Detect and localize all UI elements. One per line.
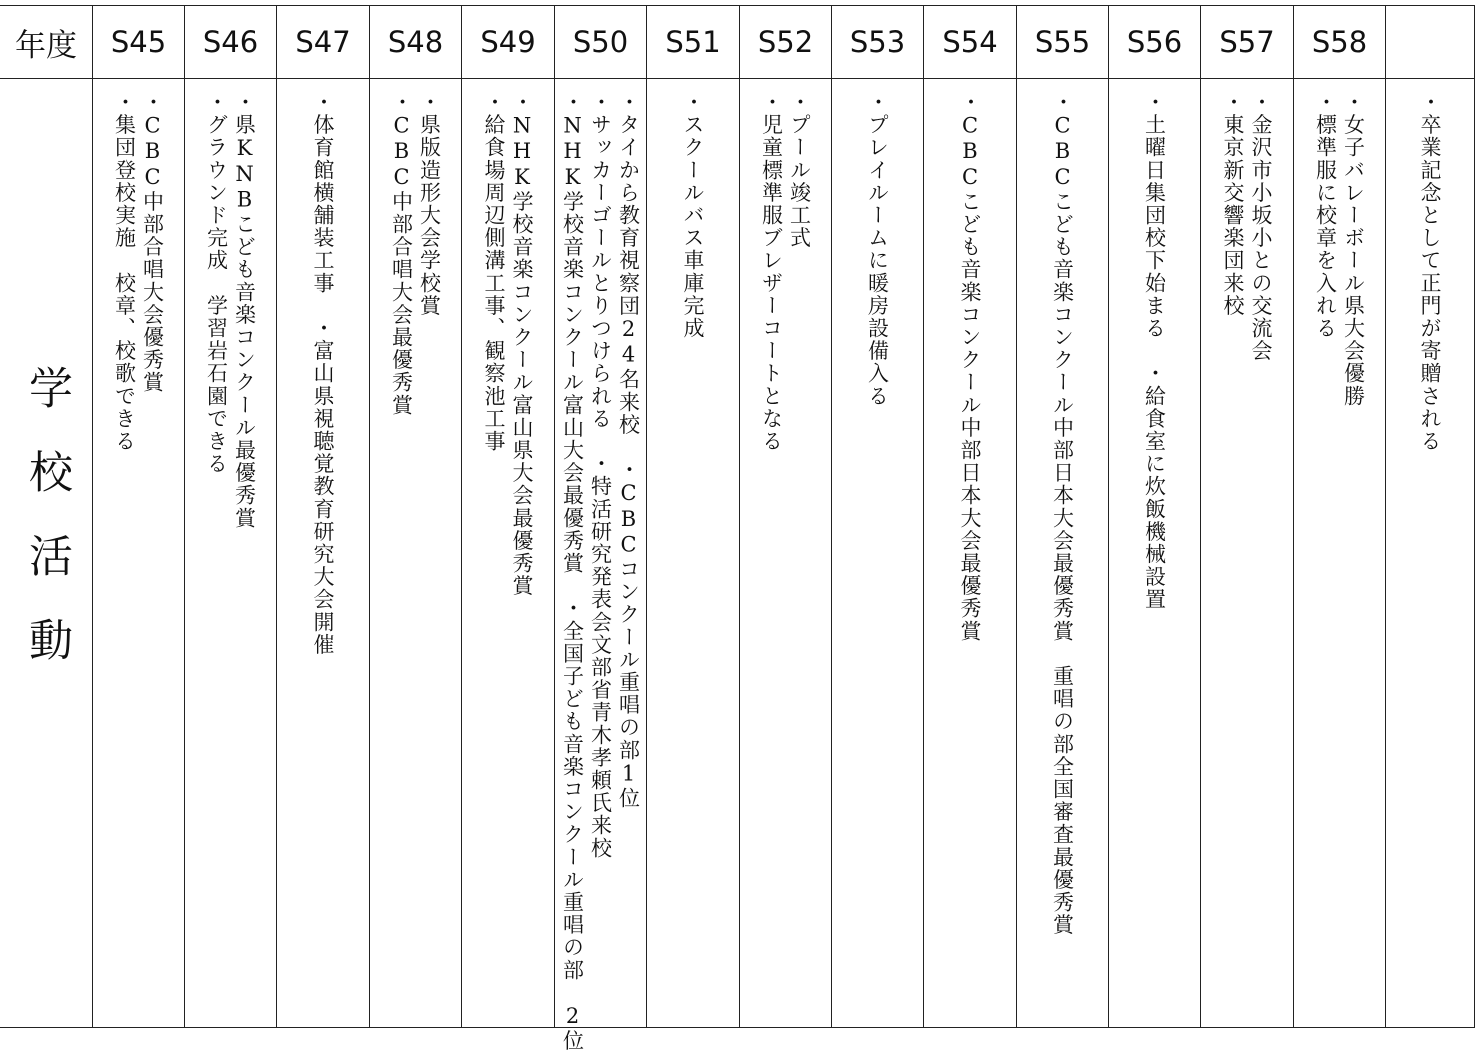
- activity-line: ・東京新交響楽団来校: [1221, 91, 1245, 317]
- activity-line: ・NHK学校音楽コンクール富山県大会最優秀賞: [510, 91, 534, 598]
- activity-line: ・CBC中部合唱大会優秀賞: [140, 91, 165, 394]
- activity-line: ・県版造形大会学校賞: [417, 91, 442, 317]
- year-header: S57: [1201, 6, 1294, 79]
- activity-cell: [740, 79, 832, 1028]
- activity-line: ・卒業記念として正門が寄贈される: [1418, 91, 1442, 453]
- activity-line: ・NHK学校音楽コンクール富山大会最優秀賞 ・全国子ども音楽コンクール重唱の部 2位: [560, 91, 585, 1052]
- year-header: S56: [1109, 6, 1201, 79]
- activity-line: ・タイから教育視察団24名来校 ・CBCコンクール重唱の部1位: [616, 91, 641, 810]
- year-header: S47: [277, 6, 370, 79]
- activity-cell: [832, 79, 924, 1028]
- header-row: [0, 6, 1475, 79]
- activity-cell: [185, 79, 277, 1028]
- activity-line: ・女子バレーボール県大会優勝: [1341, 91, 1366, 408]
- activity-cell: [647, 79, 740, 1028]
- year-header: S49: [462, 6, 555, 79]
- year-header: S48: [370, 6, 462, 79]
- activity-line: ・標準服に校章を入れる: [1313, 91, 1338, 340]
- year-header: S46: [185, 6, 277, 79]
- year-header: S53: [832, 6, 924, 79]
- activity-line: ・県KNBこども音楽コンクール最優秀賞: [232, 91, 257, 530]
- activity-cell: [93, 79, 185, 1028]
- activity-line: ・サッカーゴールとりつけられる ・特活研究発表会文部省青木孝頼氏来校: [588, 91, 613, 860]
- activity-line: ・グラウンド完成 学習岩石園できる: [204, 91, 229, 476]
- activity-line: ・給食場周辺側溝工事、観察池工事: [482, 91, 506, 453]
- activity-cell: [1109, 79, 1201, 1028]
- activity-line: ・土曜日集団校下始まる ・給食室に炊飯機械設置: [1142, 91, 1167, 611]
- activity-line: ・CBCこども音楽コンクール中部日本大会最優秀賞: [958, 91, 982, 643]
- year-header: S54: [924, 6, 1017, 79]
- row-label-cell: [0, 79, 93, 1028]
- activity-cell: [1294, 79, 1386, 1028]
- year-header: S58: [1294, 6, 1386, 79]
- year-header: S55: [1017, 6, 1109, 79]
- school-activity-table: [0, 5, 1475, 1052]
- activity-line: ・体育館横舗装工事 ・富山県視聴覚教育研究大会開催: [311, 91, 335, 656]
- activity-line: ・集団登校実施 校章、校歌できる: [112, 91, 137, 453]
- year-header: S45: [93, 6, 185, 79]
- activity-line: ・スクールバス車庫完成: [681, 91, 705, 340]
- year-header: S51: [647, 6, 740, 79]
- year-header: [1386, 6, 1475, 79]
- activity-row: [0, 79, 1475, 1028]
- activity-cell: [370, 79, 462, 1028]
- activity-line: ・CBC中部合唱大会最優秀賞: [389, 91, 414, 417]
- row-label: 学校活動: [21, 365, 72, 701]
- activity-cell: [1017, 79, 1109, 1028]
- activity-line: ・プール竣工式: [787, 91, 812, 250]
- activity-cell: [555, 79, 647, 1052]
- activity-line: ・金沢市小坂小との交流会: [1249, 91, 1273, 363]
- activity-line: ・プレイルームに暖房設備入る: [865, 91, 890, 408]
- header-label-nendo: 年度: [0, 6, 93, 79]
- year-header: S50: [555, 6, 647, 79]
- activity-cell: [277, 79, 370, 1028]
- activity-line: ・CBCこども音楽コンクール中部日本大会最優秀賞 重唱の部全国審査最優秀賞: [1050, 91, 1075, 937]
- activity-cell: [1201, 79, 1294, 1028]
- activity-line: ・児童標準服ブレザーコートとなる: [759, 91, 784, 453]
- activity-cell: [1386, 79, 1475, 1028]
- activity-cell: [462, 79, 555, 1028]
- year-header: S52: [740, 6, 832, 79]
- activity-cell: [924, 79, 1017, 1028]
